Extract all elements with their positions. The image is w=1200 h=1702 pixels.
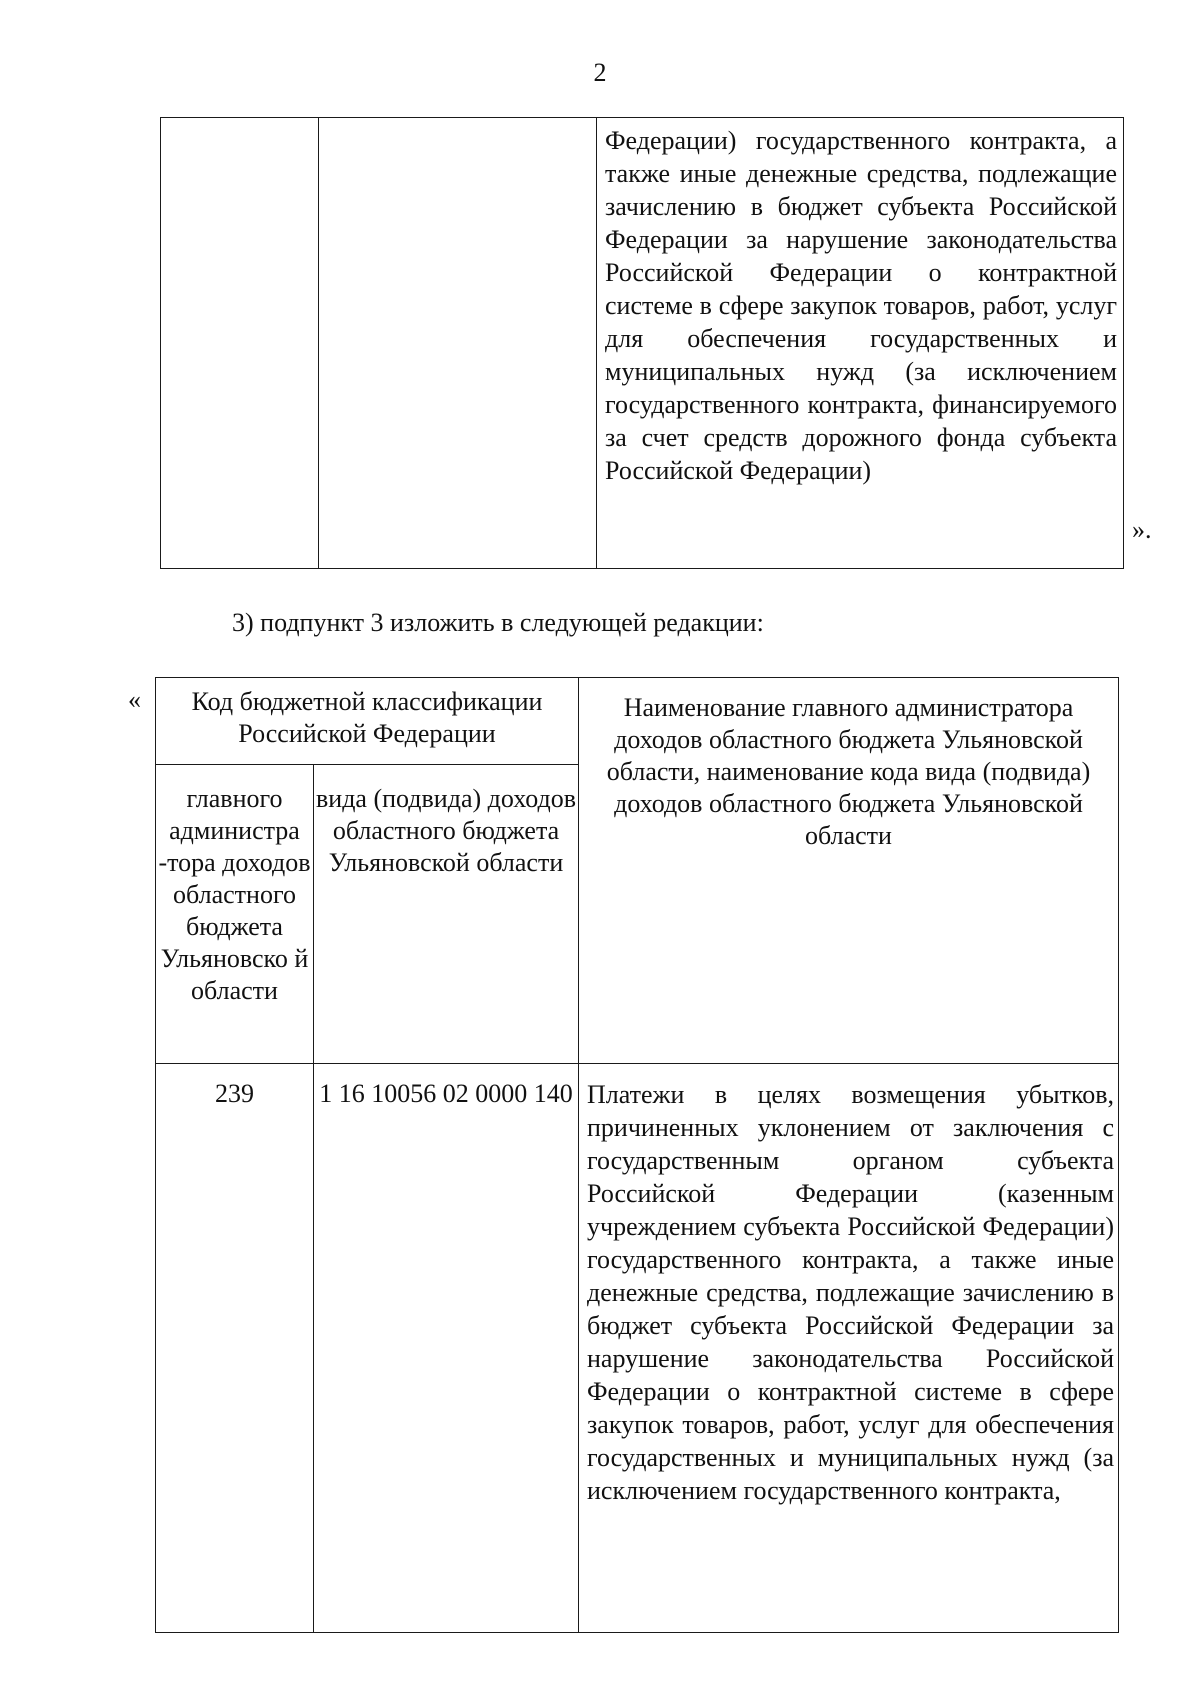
header-income: вида (подвида) доходов областного бюджета Ульяновской области [316, 784, 576, 877]
description-cell [579, 1064, 1119, 1633]
table-row [161, 118, 1124, 569]
income-code: 1 16 10056 02 0000 140 [319, 1079, 573, 1108]
header-name: Наименование главного администратора доходов областного бюджета Ульяновской области, наименование кода вида (подвида) доходов областного бюджета Ульяновской области [606, 693, 1091, 850]
admin-code: 239 [215, 1079, 254, 1108]
table-redaction [155, 677, 1119, 1633]
income-code-cell [314, 1064, 579, 1633]
description-text: Платежи в целях возмещения убытков, причиненных уклонением от заключения с государственным органом субъекта Российской Федерации (казенным учреждением субъекта Российской Федерации) государственного контракта, а также иные денежные средства, подлежащие зачислению в бюджет субъекта Российской Федерации за нарушение законодательства Российской Федерации о контрактной системе в сфере закупок товаров, работ, услуг для обеспечения государственных и муниципальных нужд (за исключением государственного контракта, [587, 1080, 1115, 1505]
header-name-cell [579, 678, 1119, 1064]
description-cell [597, 118, 1124, 569]
table-continuation [160, 117, 1124, 569]
opening-quote: « [128, 685, 141, 714]
table-row [156, 1064, 1119, 1633]
header-admin: главного администра -тора доходов областного бюджета Ульяновско й области [158, 784, 311, 1005]
income-code-cell [319, 118, 597, 569]
admin-code-cell [156, 1064, 314, 1633]
header-income-cell [314, 765, 579, 1064]
description-text: Федерации) государственного контракта, а также иные денежные средства, подлежащие зачислению в бюджет субъекта Российской Федерации за нарушение законодательства Российской Федерации о контрактной системе в сфере закупок товаров, работ, услуг для обеспечения государственных и муниципальных нужд (за исключением государственного контракта, финансируемого за счет средств дорожного фонда субъекта Российской Федерации) [605, 126, 1117, 485]
header-code: Код бюджетной классификации Российской Федерации [191, 687, 543, 748]
closing-quote: ». [1132, 515, 1152, 544]
header-code-cell [156, 678, 579, 765]
page-number: 2 [593, 58, 607, 87]
header-admin-cell [156, 765, 314, 1064]
table-header-row [156, 678, 1119, 765]
admin-code-cell [161, 118, 319, 569]
amendment-paragraph: 3) подпункт 3 изложить в следующей редакции: [232, 608, 764, 637]
